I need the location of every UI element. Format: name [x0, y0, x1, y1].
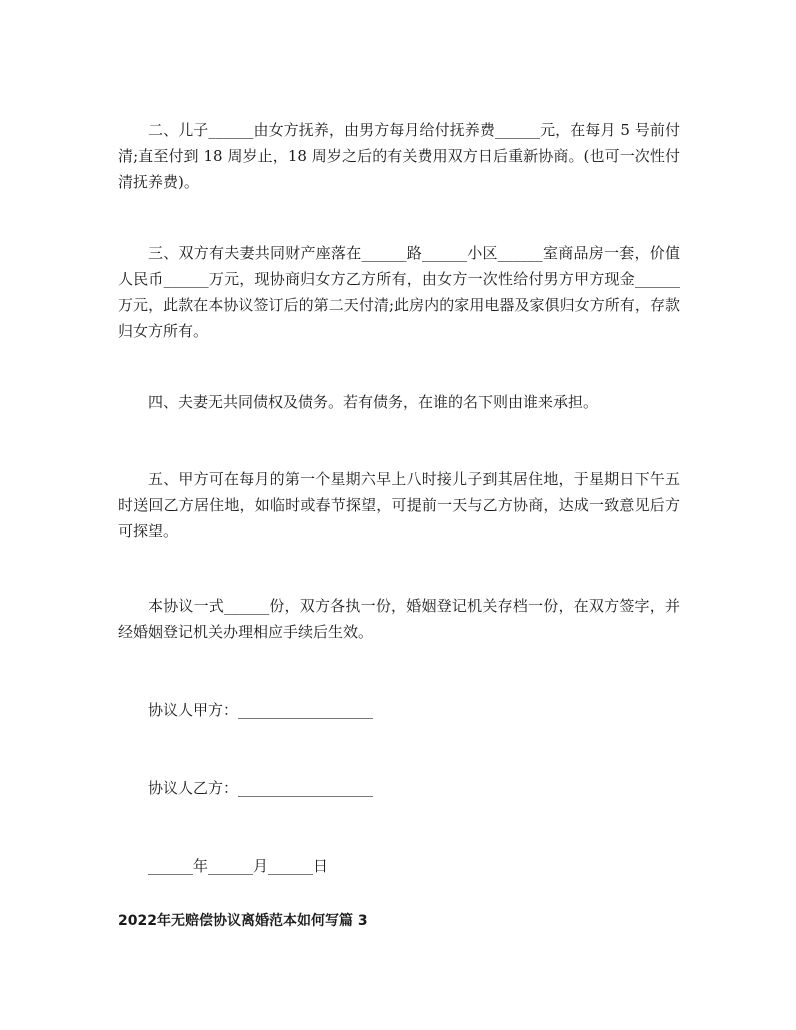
paragraph-visitation: 五、甲方可在每月的第一个星期六早上八时接儿子到其居住地，于星期日下午五时送回乙方居住地，如临时或春节探望，可提前一天与乙方协商，达成一致意见后方可探望。 — [118, 470, 680, 540]
next-section-title: 2022年无赔偿协议离婚范本如何写篇 3 — [118, 913, 368, 929]
signature-date: ______年______月______日 — [148, 857, 329, 875]
paragraph-debts: 四、夫妻无共同债权及债务。若有债务，在谁的名下则由谁来承担。 — [148, 393, 599, 411]
paragraph-copies: 本协议一式______份，双方各执一份，婚姻登记机关存档一份，在双方签字，并经婚姻登记机关办理相应手续后生效。 — [118, 597, 680, 641]
signature-party-b: 协议人乙方：__________________ — [148, 779, 374, 797]
paragraph-child-support: 二、儿子______由女方抚养，由男方每月给付抚养费______元，在每月 5 号前付清;直至付到 18 周岁止，18 周岁之后的有关费用双方日后重新协商。(也可一次性付清抚养费)。 — [118, 121, 680, 191]
signature-party-a: 协议人甲方：__________________ — [148, 701, 374, 719]
paragraph-property: 三、双方有夫妻共同财产座落在______路______小区______室商品房一套，价值人民币______万元，现协商归女方乙方所有，由女方一次性给付男方甲方现金______万元，此款在本协议签订后的第二天付清;此房内的家用电器及家俱归女方所有，存款归女方所有。 — [118, 244, 680, 340]
